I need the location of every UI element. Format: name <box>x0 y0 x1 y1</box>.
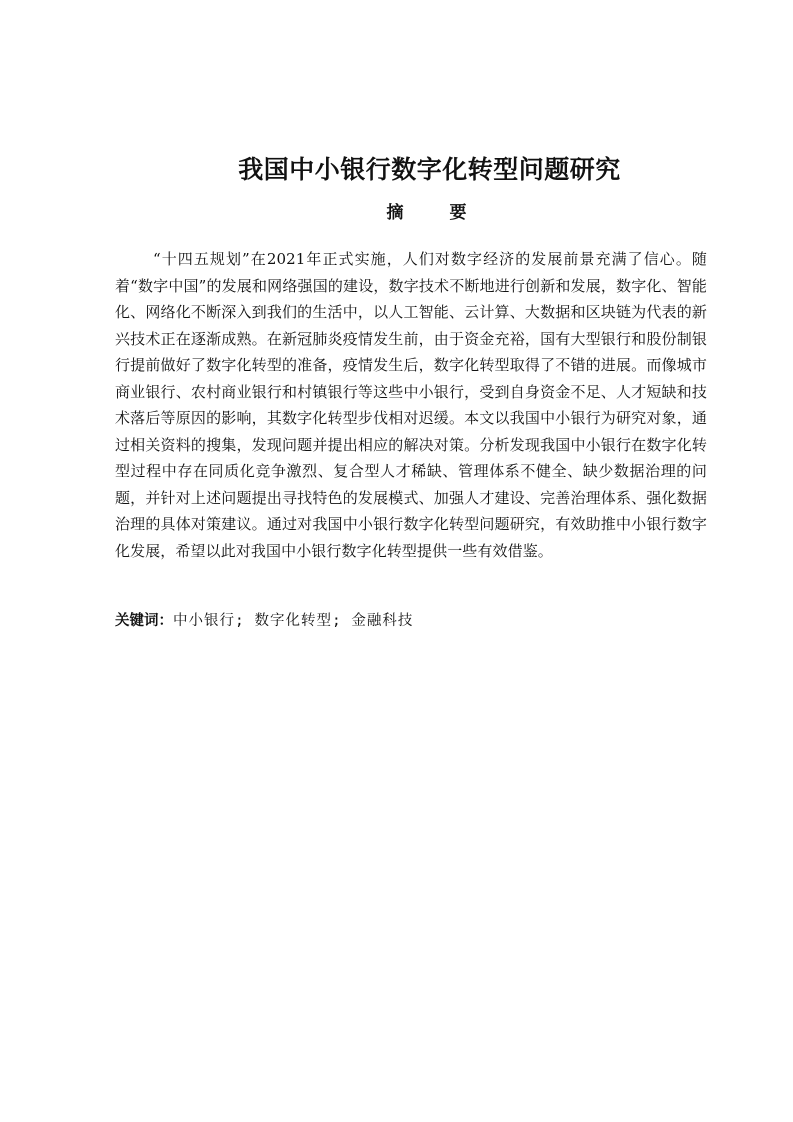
keywords-line <box>115 609 707 633</box>
abstract-heading-char-2: 要 <box>449 203 467 223</box>
document-title: 我国中小银行数字化转型问题研究 <box>238 155 621 184</box>
keywords-value: 中小银行; 数字化转型; 金融科技 <box>173 613 414 629</box>
abstract-heading-char-1: 摘 <box>386 203 404 223</box>
abstract-paragraph: “十四五规划”在2021年正式实施，人们对数字经济的发展前景充满了信心。随着“数字中国”的发展和网络强国的建设，数字技术不断地进行创新和发展，数字化、智能化、网络化不断深入到我们的生活中，以人工智能、云计算、大数据和区块链为代表的新兴技术正在逐渐成熟。在新冠肺炎疫情发生前，由于资金充裕，国有大型银行和股份制银行提前做好了数字化转型的准备，疫情发生后，数字化转型取得了不错的进展。而像城市商业银行、农村商业银行和村镇银行等这些中小银行，受到自身资金不足、人才短缺和技术落后等原因的影响，其数字化转型步伐相对迟缓。本文以我国中小银行为研究对象，通过相关资料的搜集，发现问题并提出相应的解决对策。分析发现我国中小银行在数字化转型过程中存在同质化竞争激烈、复合型人才稀缺、管理体系不健全、缺少数据治理的问题，并针对上述问题提出寻找特色的发展模式、加强人才建设、完善治理体系、强化数据治理的具体对策建议。通过对我国中小银行数字化转型问题研究，有效助推中小银行数字化发展，希望以此对我国中小银行数字化转型提供一些有效借鉴。 <box>115 250 707 560</box>
keywords-label: 关键词： <box>115 613 173 629</box>
abstract-heading <box>0 200 793 226</box>
